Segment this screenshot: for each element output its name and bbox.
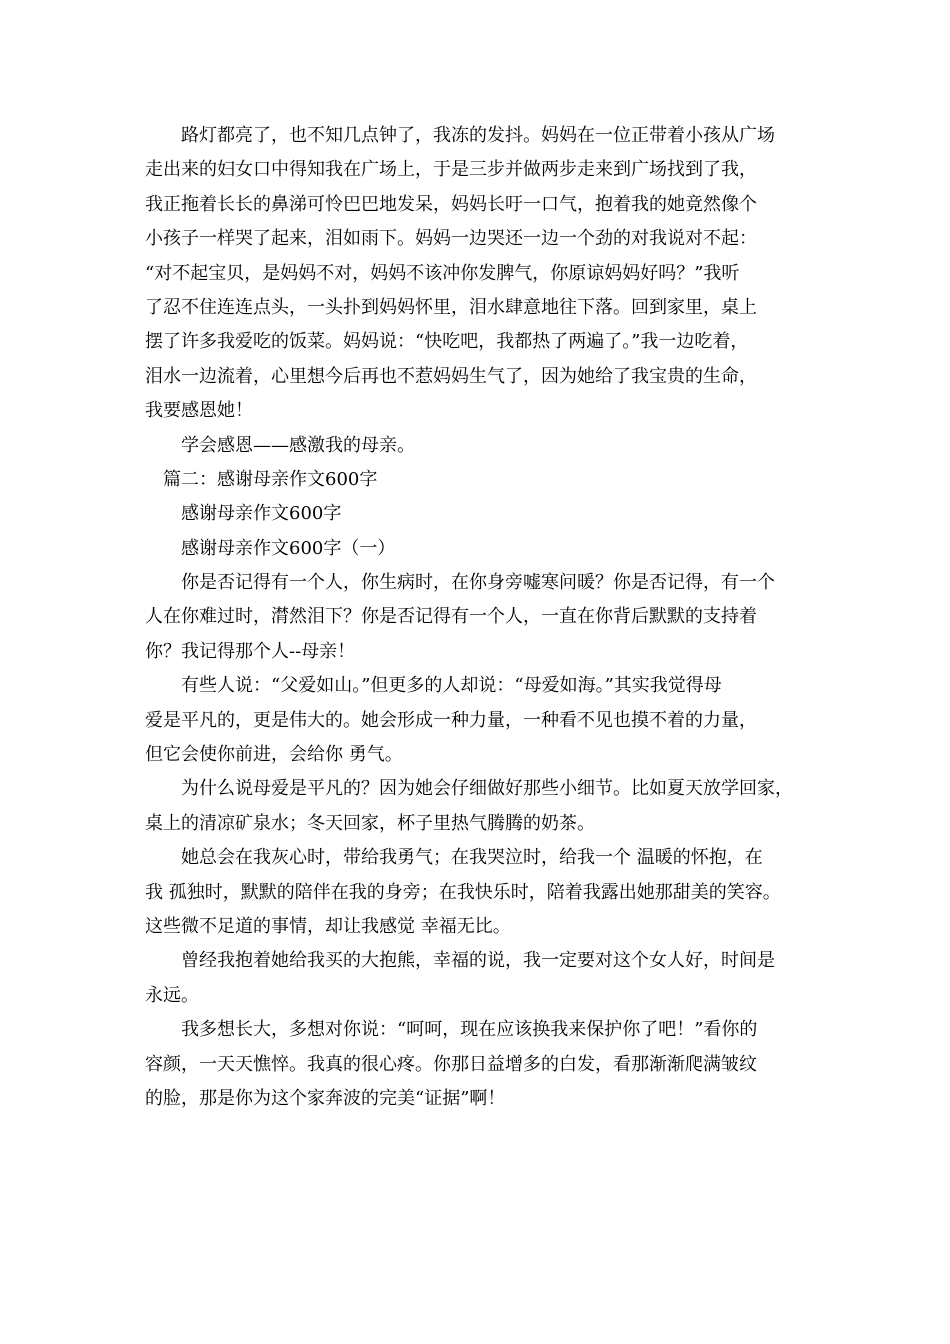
text-line: 爱是平凡的，更是伟大的。她会形成一种力量，一种看不见也摸不着的力量， [145,709,757,731]
text-line: 这些微不足道的事情，却让我感觉 幸福无比。 [145,915,511,937]
text-line: “对不起宝贝，是妈妈不对，妈妈不该冲你发脾气，你原谅妈妈好吗？”我听 [145,262,740,284]
text-line: 我正拖着长长的鼻涕可怜巴巴地发呆，妈妈长吁一口气，抱着我的她竟然像个 [145,193,757,215]
text-line: 小孩子一样哭了起来，泪如雨下。妈妈一边哭还一边一个劲的对我说对不起： [145,228,757,250]
text-line: 我多想长大，多想对你说：“呵呵，现在应该换我来保护你了吧！”看你的 [145,1019,758,1041]
text-line: 走出来的妇女口中得知我在广场上，于是三步并做两步走来到广场找到了我， [145,159,757,181]
text-line: 我 孤独时，默默的陪伴在我的身旁；在我快乐时，陪着我露出她那甜美的笑容。 [145,881,781,903]
text-line: 了忍不住连连点头，一头扑到妈妈怀里，泪水肆意地往下落。回到家里，桌上 [145,296,757,318]
article-title: 感谢母亲作文600字 [145,503,342,525]
text-line: 为什么说母爱是平凡的？因为她会仔细做好那些小细节。比如夏天放学回家， [145,778,793,800]
text-line: 但它会使你前进，会给你 勇气。 [145,744,403,766]
text-line: 曾经我抱着她给我买的大抱熊，幸福的说，我一定要对这个女人好，时间是 [145,950,775,972]
text-line: 桌上的清凉矿泉水；冬天回家，杯子里热气腾腾的奶茶。 [145,812,595,834]
text-line: 路灯都亮了，也不知几点钟了，我冻的发抖。妈妈在一位正带着小孩从广场 [145,125,775,146]
text-line: 我要感恩她！ [145,400,253,422]
section-heading: 篇二：感谢母亲作文600字 [145,468,378,490]
text-line: 你是否记得有一个人，你生病时，在你身旁嘘寒问暖？你是否记得，有一个 [145,572,775,594]
text-line: 有些人说：“父爱如山。”但更多的人却说：“母爱如海。”其实我觉得母 [145,675,722,697]
text-line: 永远。 [145,984,199,1006]
text-line: 人在你难过时，潸然泪下？你是否记得有一个人，一直在你背后默默的支持着 [145,606,757,628]
document-body [145,119,825,1116]
text-line: 的脸，那是你为这个家奔波的完美“证据”啊！ [145,1087,506,1109]
text-line: 摆了许多我爱吃的饭菜。妈妈说：“快吃吧，我都热了两遍了。”我一边吃着， [145,331,749,353]
text-line: 学会感恩——感激我的母亲。 [145,434,415,456]
text-line: 她总会在我灰心时，带给我勇气；在我哭泣时，给我一个 温暖的怀抱，在 [145,847,763,869]
text-line: 你？我记得那个人--母亲！ [145,640,356,662]
text-line: 泪水一边流着，心里想今后再也不惹妈妈生气了，因为她给了我宝贵的生命， [145,365,757,387]
article-subtitle: 感谢母亲作文600字（一） [145,537,396,559]
text-line: 容颜，一天天憔悴。我真的很心疼。你那日益增多的白发，看那渐渐爬满皱纹 [145,1053,757,1075]
